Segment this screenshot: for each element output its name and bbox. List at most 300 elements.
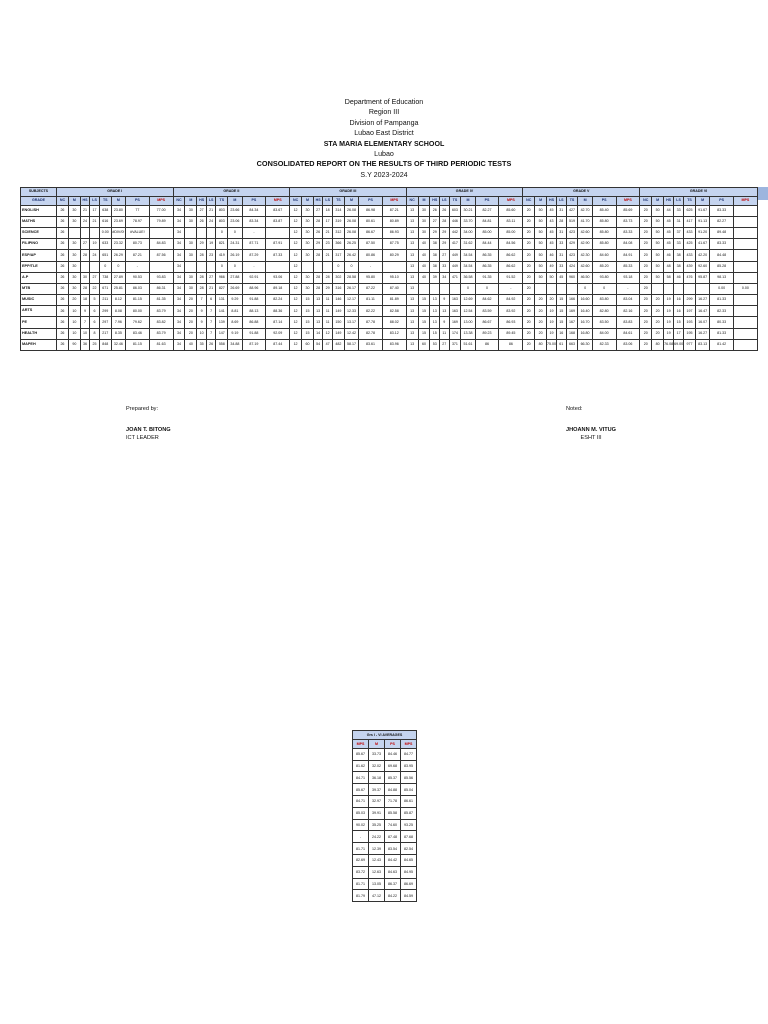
cell-value: 20 <box>523 339 535 350</box>
cell-value: 87.19 <box>242 339 266 350</box>
cell-value: 30 <box>185 239 197 250</box>
cell-value: 26.19 <box>228 250 242 261</box>
cell-value: 425 <box>684 239 696 250</box>
cell-value: 34 <box>173 227 185 238</box>
cell-value: 27 <box>90 272 100 283</box>
cell-value: 83.06 <box>616 339 640 350</box>
cell-value: 38 <box>674 261 684 272</box>
cell-value: 87.21 <box>382 205 406 216</box>
subject-label: MTB <box>21 283 57 294</box>
cell-value: 149 <box>332 328 344 339</box>
grade-header: GRADE I <box>57 188 174 197</box>
cell-value: 87.44 <box>266 339 290 350</box>
cell-value: 34 <box>173 306 185 317</box>
cell-value: 84.48 <box>710 250 734 261</box>
cell-value: 85.69 <box>616 205 640 216</box>
cell-value: 91.35 <box>475 272 499 283</box>
cell-value: 12 <box>290 306 302 317</box>
cell-value: 20 <box>68 295 80 306</box>
cell-value: 89.18 <box>266 283 290 294</box>
cell-value: 38 <box>430 239 440 250</box>
averages-title: Grs I - VI AVERAGES <box>353 731 417 740</box>
cell-value: 27.88 <box>228 272 242 283</box>
cell-value: 11 <box>323 317 333 328</box>
cell-value: 366 <box>332 239 344 250</box>
subject-label: MATHS <box>21 216 57 227</box>
cell-value: 30 <box>68 261 80 272</box>
averages-cell: 24.22 <box>369 831 385 843</box>
cell-value <box>90 261 100 272</box>
averages-cell: 39.91 <box>369 807 385 819</box>
cell-value: 15 <box>418 317 430 328</box>
cell-value: 10 <box>197 328 207 339</box>
cell-value: 217 <box>99 328 111 339</box>
cell-value: 82.24 <box>266 295 290 306</box>
cell-value: 0.00 <box>99 227 111 238</box>
column-header: MPS <box>266 196 290 205</box>
cell-value: 13 <box>430 317 440 328</box>
cell-value: 24 <box>80 216 90 227</box>
cell-value: 34.54 <box>461 261 475 272</box>
cell-value: 30 <box>68 216 80 227</box>
cell-value: 83.61 <box>359 339 383 350</box>
cell-value: 25 <box>90 339 100 350</box>
cell-value: 12.17 <box>344 295 358 306</box>
cell-value: 13 <box>406 272 418 283</box>
cell-value <box>302 261 314 272</box>
cell-value: 47 <box>323 339 333 350</box>
cell-value: 40 <box>418 239 430 250</box>
cell-value: 26 <box>57 295 69 306</box>
cell-value: 88.02 <box>382 317 406 328</box>
subject-label: FILIPINO <box>21 239 57 250</box>
column-header: MPS <box>382 196 406 205</box>
cell-value: 10 <box>68 317 80 328</box>
cell-value: 26.42 <box>344 250 358 261</box>
column-header: TS <box>332 196 344 205</box>
cell-value <box>185 227 197 238</box>
cell-value: 83.12 <box>382 328 406 339</box>
cell-value: 85.80 <box>592 216 616 227</box>
cell-value: 18 <box>323 205 333 216</box>
cell-value: - <box>616 283 640 294</box>
cell-value: 168 <box>566 328 578 339</box>
grade-header: GRADE III <box>290 188 407 197</box>
cell-value: 34 <box>173 328 185 339</box>
cell-value: 81.35 <box>149 295 173 306</box>
cell-value: 82.16 <box>616 306 640 317</box>
cell-value: 7 <box>206 328 216 339</box>
column-header: MPS <box>734 196 758 205</box>
cell-value: 20 <box>640 227 652 238</box>
cell-value <box>734 239 758 250</box>
cell-value: 79.89 <box>149 216 173 227</box>
cell-value: 8.81 <box>228 306 242 317</box>
cell-value: 46.50 <box>578 272 592 283</box>
cell-value: 34 <box>173 283 185 294</box>
cell-value: 36.58 <box>461 272 475 283</box>
column-header: PS <box>592 196 616 205</box>
averages-row <box>353 878 417 890</box>
cell-value: 30 <box>68 272 80 283</box>
averages-cell: 13.05 <box>369 878 385 890</box>
cell-value: 371 <box>449 339 461 350</box>
cell-value: 966 <box>216 272 228 283</box>
cell-value: 83.73 <box>616 216 640 227</box>
column-header: MPS <box>499 196 523 205</box>
cell-value: 81.42 <box>710 339 734 350</box>
column-header: M <box>185 196 197 205</box>
cell-value: 16.80 <box>578 328 592 339</box>
cell-value: 27 <box>439 250 449 261</box>
cell-value: 12.69 <box>461 295 475 306</box>
cell-value: 45 <box>547 239 557 250</box>
column-header: HS <box>664 196 674 205</box>
cell-value: 28 <box>313 250 323 261</box>
cell-value: 77 <box>125 205 149 216</box>
averages-row <box>353 772 417 784</box>
cell-value: 20 <box>640 239 652 250</box>
table-row <box>21 272 758 283</box>
cell-value: 827 <box>216 283 228 294</box>
cell-value: 26 <box>57 328 69 339</box>
cell-value: 86.93 <box>382 227 406 238</box>
cell-value: 86.35 <box>475 261 499 272</box>
cell-value: 20 <box>523 216 535 227</box>
cell-value: 90 <box>68 339 80 350</box>
cell-value: 91.52 <box>499 272 523 283</box>
cell-value: 6 <box>206 295 216 306</box>
cell-value <box>557 283 567 294</box>
cell-value: 50 <box>652 272 664 283</box>
cell-value: 297 <box>99 317 111 328</box>
cell-value: 84.34 <box>242 205 266 216</box>
cell-value: 449 <box>449 250 461 261</box>
cell-value: 15 <box>430 328 440 339</box>
averages-cell: 90.02 <box>353 819 369 831</box>
cell-value: 27 <box>197 205 207 216</box>
cell-value: 45 <box>547 205 557 216</box>
column-header: LS <box>439 196 449 205</box>
averages-cell: 85.03 <box>353 807 369 819</box>
cell-value: 16.47 <box>695 306 709 317</box>
cell-value: 0 <box>578 283 592 294</box>
cell-value: 27 <box>80 239 90 250</box>
cell-value: 31 <box>557 205 567 216</box>
cell-value: 92.09 <box>266 328 290 339</box>
cell-value: 19 <box>664 306 674 317</box>
cell-value: 36 <box>80 339 90 350</box>
dept-line: Department of Education <box>344 98 424 106</box>
cell-value: 30 <box>418 205 430 216</box>
cell-value: 27 <box>313 205 323 216</box>
cell-value: 10 <box>68 328 80 339</box>
cell-value <box>734 306 758 317</box>
averages-cell: 74.60 <box>385 819 401 831</box>
cell-value: 45 <box>664 216 674 227</box>
cell-value: 26 <box>57 250 69 261</box>
cell-value: 46 <box>664 250 674 261</box>
cell-value <box>323 261 333 272</box>
cell-value: 21 <box>323 227 333 238</box>
cell-value: 88.13 <box>242 306 266 317</box>
cell-value: 23.69 <box>111 216 125 227</box>
cell-value: 87.33 <box>266 250 290 261</box>
cell-value: 0.00 <box>734 283 758 294</box>
cell-value: 13 <box>406 328 418 339</box>
cell-value: 0 <box>475 283 499 294</box>
column-header: TS <box>99 196 111 205</box>
cell-value: 84.00 <box>592 328 616 339</box>
cell-value: 92.91 <box>242 272 266 283</box>
cell-value: 51.61 <box>461 339 475 350</box>
cell-value: 13 <box>439 306 449 317</box>
cell-value: 90.53 <box>125 272 149 283</box>
cell-value: 20 <box>640 328 652 339</box>
cell-value <box>439 283 449 294</box>
cell-value: 34 <box>173 250 185 261</box>
cell-value: 30 <box>302 250 314 261</box>
column-header: NC <box>406 196 418 205</box>
cell-value: 33 <box>557 261 567 272</box>
report-title: CONSOLIDATED REPORT ON THE RESULTS OF THIRD PERIODIC TESTS <box>256 159 512 169</box>
cell-value: 803 <box>216 216 228 227</box>
cell-value: 21 <box>323 250 333 261</box>
grade-header: GRADE IV <box>406 188 523 197</box>
cell-value <box>266 261 290 272</box>
cell-value: 78.97 <box>125 216 149 227</box>
cell-value: 26 <box>57 272 69 283</box>
cell-value: 42.90 <box>578 239 592 250</box>
cell-value: 167 <box>566 317 578 328</box>
cell-value: 86.03 <box>125 283 149 294</box>
cell-value: 95.10 <box>382 272 406 283</box>
cell-value: 20 <box>640 295 652 306</box>
subject-label: A.P <box>21 272 57 283</box>
cell-value: 81.15 <box>125 295 149 306</box>
cell-value: 84.91 <box>616 250 640 261</box>
preparer-name: JOAN T. BITONG <box>126 427 171 433</box>
cell-value: 15 <box>302 295 314 306</box>
cell-value: 23 <box>206 250 216 261</box>
column-header: TS <box>216 196 228 205</box>
cell-value: 23 <box>323 239 333 250</box>
cell-value: 14 <box>313 328 323 339</box>
column-header: NC <box>290 196 302 205</box>
cell-value: 75.00 <box>547 339 557 350</box>
cell-value: 26 <box>57 306 69 317</box>
noted-label: Noted: <box>566 406 583 412</box>
cell-value: 821 <box>216 239 228 250</box>
cell-value: 31.62 <box>461 239 475 250</box>
averages-cell: 84.59 <box>401 890 417 902</box>
cell-value: 45 <box>664 239 674 250</box>
cell-value: 84.56 <box>499 239 523 250</box>
cell-value: 20 <box>640 317 652 328</box>
cell-value: 12 <box>290 317 302 328</box>
cell-value: 7 <box>80 317 90 328</box>
cell-value: 80.29 <box>382 250 406 261</box>
cell-value: 616 <box>99 216 111 227</box>
cell-value: 7 <box>197 295 207 306</box>
cell-value <box>418 283 430 294</box>
cell-value: 9.29 <box>228 295 242 306</box>
table-row <box>21 295 758 306</box>
cell-value: 6 <box>90 317 100 328</box>
cell-value: 19 <box>664 295 674 306</box>
cell-value: 449 <box>449 261 461 272</box>
averages-cell: 12.63 <box>369 866 385 878</box>
cell-value: 85.80 <box>592 239 616 250</box>
cell-value: 80 <box>535 339 547 350</box>
cell-value: 12 <box>290 283 302 294</box>
cell-value: 85.60 <box>499 205 523 216</box>
cell-value <box>674 283 684 294</box>
column-header: NC <box>173 196 185 205</box>
table-row <box>21 227 758 238</box>
cell-value <box>535 283 547 294</box>
cell-value: 26 <box>197 216 207 227</box>
cell-value: 93.18 <box>616 272 640 283</box>
cell-value <box>185 261 197 272</box>
cell-value: 77.00 <box>149 205 173 216</box>
cell-value: 663 <box>566 339 578 350</box>
cell-value: 93.80 <box>592 272 616 283</box>
cell-value: 86.31 <box>149 283 173 294</box>
cell-value: 81.15 <box>125 339 149 350</box>
cell-value: 20 <box>185 317 197 328</box>
cell-value: 20 <box>652 328 664 339</box>
cell-value: 84.44 <box>475 239 499 250</box>
cell-value: 15 <box>302 306 314 317</box>
cell-value <box>664 283 674 294</box>
cell-value: 0 <box>216 261 228 272</box>
cell-value: 16.27 <box>695 295 709 306</box>
cell-value: 0 <box>216 227 228 238</box>
cell-value: 28 <box>197 283 207 294</box>
cell-value: 26 <box>313 227 323 238</box>
cell-value: 42.30 <box>578 250 592 261</box>
cell-value: 82.27 <box>475 205 499 216</box>
averages-cell: 83.72 <box>353 866 369 878</box>
cell-value: 80 <box>652 339 664 350</box>
cell-value: 417 <box>449 239 461 250</box>
column-header: LS <box>206 196 216 205</box>
cell-value: 13 <box>430 306 440 317</box>
cell-value: 429 <box>566 239 578 250</box>
cell-value: 29 <box>439 239 449 250</box>
column-header: PS <box>359 196 383 205</box>
cell-value: 24 <box>90 250 100 261</box>
column-header: TS <box>566 196 578 205</box>
cell-value: 61 <box>557 339 567 350</box>
cell-value: 34 <box>173 239 185 250</box>
cell-value: 87.29 <box>242 250 266 261</box>
averages-cell: 39.37 <box>369 784 385 796</box>
cell-value: 84.08 <box>616 239 640 250</box>
averages-cell: 84.77 <box>401 748 417 760</box>
cell-value: 960 <box>566 272 578 283</box>
cell-value: 11 <box>439 328 449 339</box>
cell-value: 12 <box>290 250 302 261</box>
averages-cell: 12.39 <box>369 843 385 855</box>
averages-cell: 85.56 <box>401 772 417 784</box>
subject-label: ARTS <box>21 306 57 317</box>
cell-value: 13 <box>406 339 418 350</box>
cell-value: 20 <box>523 239 535 250</box>
cell-value: 83.46 <box>125 328 149 339</box>
cell-value: 15 <box>418 306 430 317</box>
averages-cell: 84.42 <box>385 854 401 866</box>
cell-value: 84.83 <box>149 239 173 250</box>
cell-value <box>382 261 406 272</box>
averages-cell: - <box>353 831 369 843</box>
cell-value: 40 <box>185 339 197 350</box>
column-header: M <box>68 196 80 205</box>
cell-value: 80.89 <box>382 216 406 227</box>
cell-value <box>734 328 758 339</box>
cell-value: 33 <box>674 205 684 216</box>
cell-value: - <box>125 261 149 272</box>
cell-value: 86 <box>475 339 499 350</box>
cell-value: 45 <box>664 227 674 238</box>
cell-value: 28.58 <box>344 272 358 283</box>
cell-value: 85.00 <box>475 227 499 238</box>
cell-value: 302 <box>332 272 344 283</box>
cell-value: 29 <box>323 283 333 294</box>
averages-cell: 35.25 <box>369 819 385 831</box>
cell-value: 33.70 <box>461 216 475 227</box>
cell-value: 38 <box>674 250 684 261</box>
cell-value: 91.67 <box>695 205 709 216</box>
cell-value: 89.48 <box>710 227 734 238</box>
cell-value: 30 <box>418 216 430 227</box>
averages-cell: 86.69 <box>401 878 417 890</box>
cell-value: 23.06 <box>228 216 242 227</box>
cell-value: 446 <box>449 216 461 227</box>
cell-value: 83.82 <box>149 317 173 328</box>
averages-cell: 47.12 <box>369 890 385 902</box>
cell-value: 0 <box>461 283 475 294</box>
cell-value: 299 <box>684 295 696 306</box>
prepared-by-label: Prepared by: <box>126 406 159 412</box>
averages-cell: 82.69 <box>353 854 369 866</box>
cell-value: 13 <box>406 306 418 317</box>
cell-value: 848 <box>99 339 111 350</box>
cell-value: 83.80 <box>592 295 616 306</box>
column-header: LS <box>90 196 100 205</box>
cell-value: 28 <box>313 216 323 227</box>
column-header: M <box>418 196 430 205</box>
cell-value <box>197 261 207 272</box>
cell-value: 24 <box>206 216 216 227</box>
cell-value: 82.22 <box>359 306 383 317</box>
cell-value: 50 <box>535 205 547 216</box>
cell-value: 28 <box>80 250 90 261</box>
cell-value: 87.21 <box>125 250 149 261</box>
cell-value: 87.75 <box>382 239 406 250</box>
cell-value: 84.81 <box>475 216 499 227</box>
averages-cell: 85.67 <box>353 784 369 796</box>
cell-value: 38 <box>430 250 440 261</box>
cell-value: 28 <box>197 250 207 261</box>
preparer-block <box>126 426 171 442</box>
averages-cell: 71.78 <box>385 795 401 807</box>
averages-cell: 32.97 <box>369 795 385 807</box>
cell-value: 319 <box>332 216 344 227</box>
town-line: Lubao <box>374 150 394 159</box>
averages-cell: 83.54 <box>385 843 401 855</box>
